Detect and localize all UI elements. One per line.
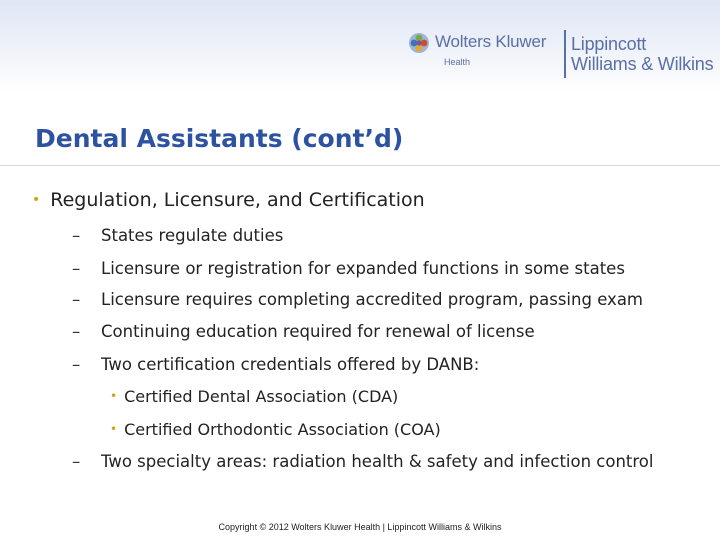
wolters-kluwer-health-label: Health	[444, 57, 471, 67]
credential-item	[110, 387, 398, 406]
williams-wilkins-name: Williams & Wilkins	[571, 54, 714, 74]
sub-bullet-text: Continuing education required for renewal of license	[101, 322, 535, 341]
sub-bullet-text: Two certification credentials offered by DANB:	[101, 355, 480, 374]
bullet-icon: •	[32, 192, 41, 208]
logo-divider	[564, 30, 566, 78]
sub-bullet-text: Licensure requires completing accredited program, passing exam	[101, 290, 644, 309]
wolters-kluwer-globe-icon	[408, 32, 430, 54]
title-divider	[0, 165, 720, 166]
bullet-icon: •	[110, 389, 118, 403]
slide-title: Dental Assistants (cont’d)	[35, 124, 404, 153]
credential-item	[110, 420, 441, 439]
wolters-kluwer-name: Wolters Kluwer	[435, 32, 547, 51]
lippincott-name: Lippincott	[571, 34, 647, 54]
dash-icon: –	[72, 290, 81, 309]
bullet-icon: •	[110, 422, 118, 436]
sub-bullet-text: Licensure or registration for expanded functions in some states	[101, 259, 625, 278]
dash-icon: –	[72, 259, 81, 278]
main-bullet	[32, 189, 425, 211]
sub-bullet-text: Two specialty areas: radiation health & safety and infection control	[101, 452, 654, 471]
credential-text: Certified Dental Association (CDA)	[124, 387, 399, 406]
dash-icon: –	[72, 226, 81, 245]
credential-text: Certified Orthodontic Association (COA)	[124, 420, 441, 439]
main-bullet-text: Regulation, Licensure, and Certification	[50, 189, 425, 211]
dash-icon: –	[72, 322, 81, 341]
dash-icon: –	[72, 452, 81, 471]
dash-icon: –	[72, 355, 81, 374]
copyright-footer: Copyright © 2012 Wolters Kluwer Health | Lippincott Williams & Wilkins	[218, 522, 502, 532]
sub-bullet-text: States regulate duties	[101, 226, 284, 245]
